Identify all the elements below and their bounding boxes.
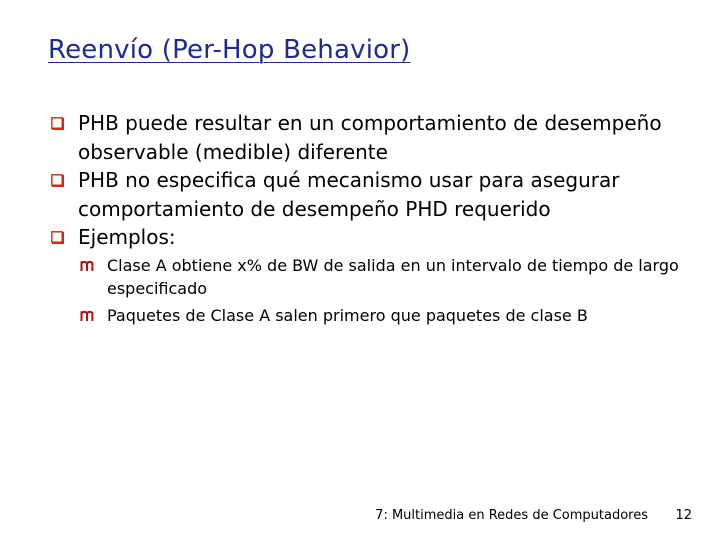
slide-title: Reenvío (Per-Hop Behavior)	[48, 35, 411, 65]
sub-bullet-text: Clase A obtiene x% de BW de salida en un intervalo de tiempo de largo especificado	[107, 255, 679, 298]
bullet-item	[51, 223, 691, 327]
bullet-text: PHB no especifica qué mecanismo usar para asegurar comportamiento de desempeño PHD requerido	[78, 168, 620, 221]
bullet-list	[51, 109, 691, 327]
bullet-text: PHB puede resultar en un comportamiento de desempeño observable (medible) diferente	[78, 111, 662, 164]
square-bullet-icon	[51, 117, 64, 130]
bullet-item	[51, 166, 691, 223]
square-bullet-icon	[51, 174, 64, 187]
m-bullet-icon	[80, 260, 94, 271]
square-bullet-icon	[51, 231, 64, 244]
sub-bullet-list	[78, 254, 691, 327]
sub-bullet-item	[78, 254, 691, 300]
footer-text: 7: Multimedia en Redes de Computadores	[375, 508, 648, 523]
m-bullet-icon	[80, 310, 94, 321]
bullet-item	[51, 109, 691, 166]
sub-bullet-item	[78, 304, 691, 327]
bullet-text: Ejemplos:	[78, 225, 176, 249]
sub-bullet-text: Paquetes de Clase A salen primero que paquetes de clase B	[107, 305, 588, 325]
page-number: 12	[675, 508, 692, 523]
